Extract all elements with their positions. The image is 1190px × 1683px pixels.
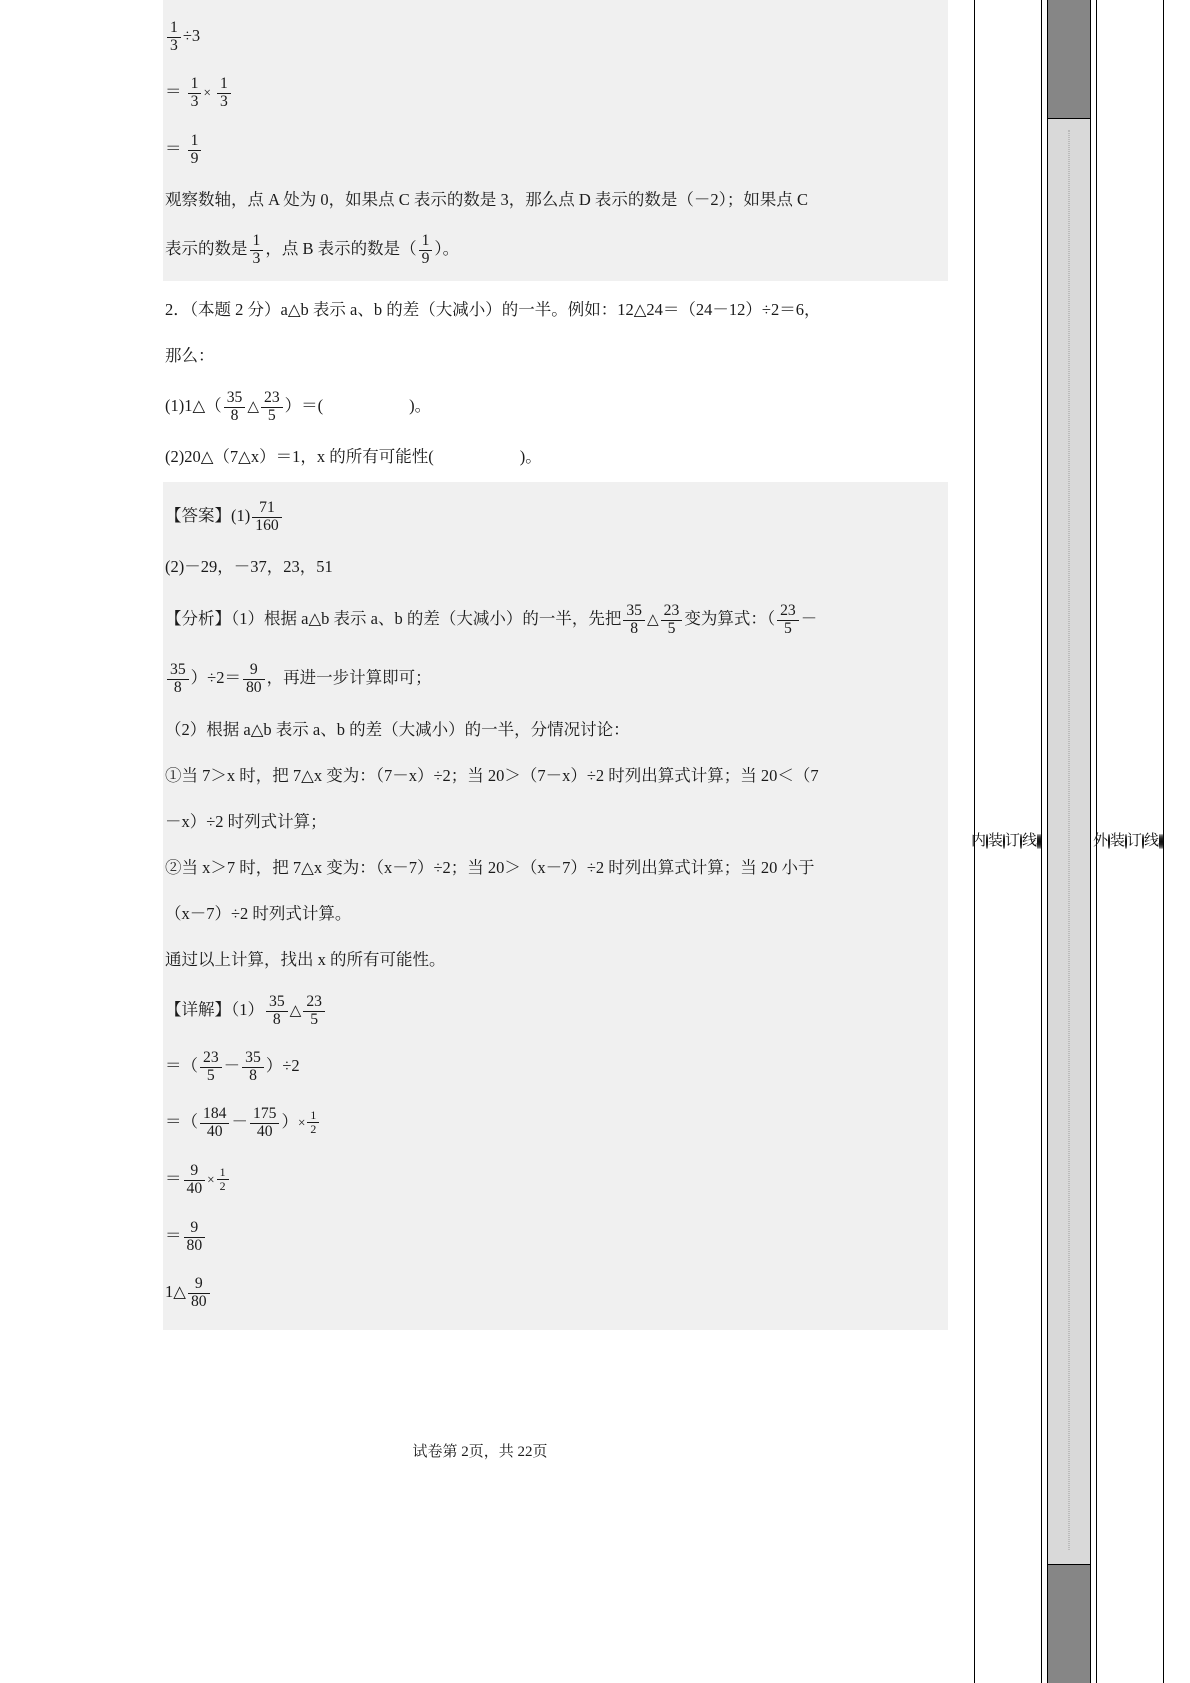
- text-segment: 【分析】（1）根据 a△b 表示 a、b 的差（大减小）的一半，先把: [165, 609, 622, 628]
- analysis-line-7: （x－7）÷2 时列式计算。: [165, 904, 352, 923]
- text-segment: －: [800, 609, 818, 628]
- multiply-sign: ×: [203, 85, 211, 100]
- fraction: [623, 603, 645, 637]
- detail-step-3: [163, 1094, 948, 1151]
- analysis-line-5: －x）÷2 时列式计算；: [165, 812, 327, 831]
- answer-block-2: [163, 482, 948, 1330]
- binding-circle: [1159, 834, 1161, 849]
- fraction-denominator: 8: [266, 1011, 288, 1029]
- equals-sign: ＝: [165, 1169, 182, 1188]
- text-segment: 1△: [165, 1282, 186, 1301]
- fraction-numerator: 35: [626, 602, 642, 619]
- fraction-numerator: 9: [190, 1219, 199, 1236]
- binding-circle: [1020, 834, 1022, 849]
- fraction-denominator: 9: [188, 150, 202, 168]
- fraction: [252, 500, 281, 534]
- text-segment: ，再进一步计算即可；: [266, 668, 432, 687]
- fraction-denominator: 80: [243, 679, 265, 697]
- fraction: [242, 1050, 264, 1084]
- binding-label-内: 内: [970, 833, 986, 849]
- fraction: [217, 76, 231, 110]
- fraction-numerator: 1: [170, 19, 178, 36]
- binding-column-middle: [1047, 0, 1091, 1683]
- fraction: [188, 76, 202, 110]
- fraction-numerator: 9: [190, 1162, 199, 1179]
- fraction-numerator: 35: [269, 993, 285, 1010]
- text-segment: ）＝(: [284, 396, 324, 415]
- minus-sign: －: [223, 1056, 241, 1075]
- triangle-operator: △: [289, 1002, 302, 1019]
- fraction-numerator: 23: [306, 993, 322, 1010]
- detail-step-4: [163, 1151, 948, 1208]
- fraction: [188, 133, 202, 167]
- binding-circle: [1125, 834, 1127, 849]
- text-segment: 变为算式：（: [684, 609, 776, 628]
- question-2-block: [163, 281, 948, 482]
- fraction-numerator: 23: [203, 1049, 219, 1066]
- fraction: [167, 20, 181, 54]
- fraction-denominator: 40: [184, 1180, 206, 1198]
- multiply-sign: ×: [297, 1115, 306, 1130]
- text-segment: ）÷2＝: [190, 668, 241, 687]
- fraction-denominator: 80: [188, 1293, 210, 1311]
- fraction-numerator: 1: [190, 75, 199, 92]
- fraction-numerator: 175: [252, 1105, 277, 1122]
- fraction: [200, 1050, 222, 1084]
- equals-sign: ＝: [165, 139, 182, 158]
- fraction-denominator: 3: [167, 37, 181, 55]
- answer-label: 【答案】(1): [165, 506, 251, 525]
- fraction: [224, 390, 246, 424]
- detail-step-5: [163, 1208, 948, 1264]
- fraction-numerator: 1: [310, 1108, 317, 1123]
- minus-sign: －: [231, 1112, 248, 1131]
- fraction-numerator: 9: [194, 1275, 203, 1292]
- fraction-numerator: 1: [219, 1165, 226, 1180]
- binding-column-outer: [1092, 0, 1164, 1683]
- fraction: [243, 662, 265, 696]
- analysis-line-1: [163, 590, 948, 649]
- binding-dash-track-outer: [1092, 0, 1163, 1683]
- text-segment: 表示的数是: [165, 239, 248, 258]
- numberline-text-line-2: [163, 223, 948, 275]
- fraction-numerator: 35: [245, 1049, 261, 1066]
- fraction-numerator: 1: [421, 232, 430, 249]
- analysis-line-3: （2）根据 a△b 表示 a、b 的差（大减小）的一半，分情况讨论：: [165, 720, 630, 739]
- fraction: [261, 390, 283, 424]
- fraction-numerator: 35: [226, 389, 243, 406]
- paren-close: ）: [281, 1112, 298, 1131]
- math-line-2: [163, 64, 948, 121]
- binding-circle: [1108, 834, 1110, 849]
- equals-sign: ＝: [165, 82, 182, 101]
- question-2-line-1: 2．（本题 2 分）a△b 表示 a、b 的差（大减小）的一半。例如：12△24＝（24－12）÷2＝6，: [165, 300, 821, 319]
- fraction-numerator: 23: [663, 602, 680, 619]
- fraction: [303, 994, 325, 1028]
- page-footer: 试卷第 2页，共 22页: [412, 1444, 548, 1460]
- binding-circle: [986, 834, 988, 849]
- fraction: [307, 1109, 319, 1135]
- fraction-denominator: 40: [200, 1123, 229, 1141]
- fraction: [217, 1166, 229, 1192]
- fraction-numerator: 184: [203, 1105, 227, 1122]
- fraction-numerator: 23: [264, 389, 280, 406]
- binding-center-dotted-line: [1069, 130, 1070, 1550]
- binding-column-inner: [970, 0, 1042, 1683]
- analysis-line-6: ②当 x＞7 时，把 7△x 变为：（x－7）÷2；当 20＞（x－7）÷2 时列出算式计算；当 20 小于: [165, 858, 815, 877]
- numberline-text-line-1: 观察数轴，点 A 处为 0，如果点 C 表示的数是 3，那么点 D 表示的数是（－2）；如果点 C: [165, 190, 809, 209]
- fraction-denominator: 160: [252, 517, 281, 535]
- text-segment: ）÷2: [265, 1056, 300, 1075]
- text-segment: ，点 B 表示的数是（: [265, 239, 417, 258]
- fraction-denominator: 3: [250, 250, 264, 268]
- fraction: [266, 994, 288, 1028]
- fraction-denominator: 9: [419, 250, 433, 268]
- text-segment: (1)1△（: [165, 396, 222, 415]
- fraction-denominator: 8: [623, 620, 645, 638]
- binding-label-订: 订: [1004, 833, 1020, 849]
- answer-label-line: [163, 488, 948, 544]
- fraction-denominator: 2: [307, 1122, 319, 1136]
- binding-label-线: 线: [1021, 833, 1037, 849]
- fraction-denominator: 5: [661, 620, 683, 638]
- text-segment: (2)20△（7△x）＝1，x 的所有可能性(: [165, 447, 434, 466]
- fraction: [184, 1163, 206, 1197]
- fraction-numerator: 71: [259, 499, 275, 516]
- detail-label: 【详解】（1）: [165, 1000, 264, 1019]
- binding-circle: [1003, 834, 1005, 849]
- fraction-denominator: 8: [242, 1067, 264, 1085]
- binding-circle: [1161, 834, 1163, 849]
- binding-label-线: 线: [1143, 833, 1159, 849]
- binding-dash-track-inner: [970, 0, 1041, 1683]
- fraction-denominator: 80: [184, 1237, 206, 1255]
- fraction-numerator: 23: [780, 602, 796, 619]
- fraction-numerator: 1: [190, 132, 199, 149]
- fraction-numerator: 9: [249, 661, 258, 678]
- binding-circle: [1039, 834, 1041, 849]
- answer-block-1: [163, 0, 948, 281]
- fraction-denominator: 3: [217, 93, 231, 111]
- fraction-denominator: 8: [167, 679, 189, 697]
- analysis-line-2: [163, 649, 948, 707]
- fraction-denominator: 5: [777, 620, 799, 638]
- fraction: [184, 1220, 206, 1254]
- text-segment: ）。: [434, 239, 460, 258]
- fraction-denominator: 5: [261, 407, 283, 425]
- fraction-numerator: 1: [220, 75, 228, 92]
- fraction: [419, 233, 433, 267]
- binding-circle: [1142, 834, 1144, 849]
- fraction-denominator: 2: [217, 1179, 229, 1193]
- equals-sign: ＝: [165, 1226, 182, 1245]
- binding-label-装: 装: [987, 833, 1003, 849]
- fraction-denominator: 40: [250, 1123, 279, 1141]
- binding-margin: [963, 0, 1190, 1683]
- text-segment: )。: [519, 447, 542, 466]
- question-2-sub-1: [163, 379, 948, 434]
- math-operator: ÷3: [182, 26, 201, 45]
- fraction: [661, 603, 683, 637]
- fraction: [167, 662, 189, 696]
- binding-label-订: 订: [1126, 833, 1142, 849]
- triangle-operator: △: [247, 398, 260, 415]
- detail-step-6: [163, 1264, 948, 1320]
- fraction: [188, 1276, 210, 1310]
- equals-sign: ＝: [165, 1112, 182, 1131]
- question-2-sub-2: [163, 434, 948, 480]
- detail-step-2: [163, 1038, 948, 1094]
- binding-label-外: 外: [1092, 833, 1108, 849]
- paren-open: （: [181, 1112, 198, 1131]
- binding-fill-top: [1048, 0, 1090, 119]
- triangle-operator: △: [647, 611, 659, 628]
- text-segment: )。: [409, 396, 432, 415]
- paren-open: （: [181, 1056, 198, 1075]
- fraction: [777, 603, 799, 637]
- binding-label-装: 装: [1109, 833, 1125, 849]
- analysis-line-4: ①当 7＞x 时，把 7△x 变为：（7－x）÷2；当 20＞（7－x）÷2 时列出算式计算；当 20＜（7: [165, 766, 819, 785]
- fraction: [200, 1106, 229, 1140]
- math-line-1: [163, 8, 948, 64]
- fraction-denominator: 3: [188, 93, 202, 111]
- fraction-numerator: 35: [170, 661, 186, 678]
- fraction-numerator: 1: [252, 232, 261, 249]
- binding-fill-bottom: [1048, 1564, 1090, 1683]
- detail-label-line: [163, 983, 948, 1038]
- fraction-denominator: 5: [200, 1067, 222, 1085]
- math-line-3: [163, 121, 948, 177]
- page-content: [163, 0, 948, 1330]
- binding-circle: [1037, 834, 1039, 849]
- analysis-line-8: 通过以上计算，找出 x 的所有可能性。: [165, 950, 446, 969]
- fraction-denominator: 8: [224, 407, 246, 425]
- fraction: [250, 1106, 279, 1140]
- fraction: [250, 233, 264, 267]
- equals-sign: ＝: [165, 1056, 182, 1075]
- answer-line-2: (2)－29，－37，23，51: [165, 557, 333, 576]
- question-2-line-2: 那么：: [165, 346, 215, 365]
- multiply-sign: ×: [207, 1172, 215, 1187]
- fraction-denominator: 5: [303, 1011, 325, 1029]
